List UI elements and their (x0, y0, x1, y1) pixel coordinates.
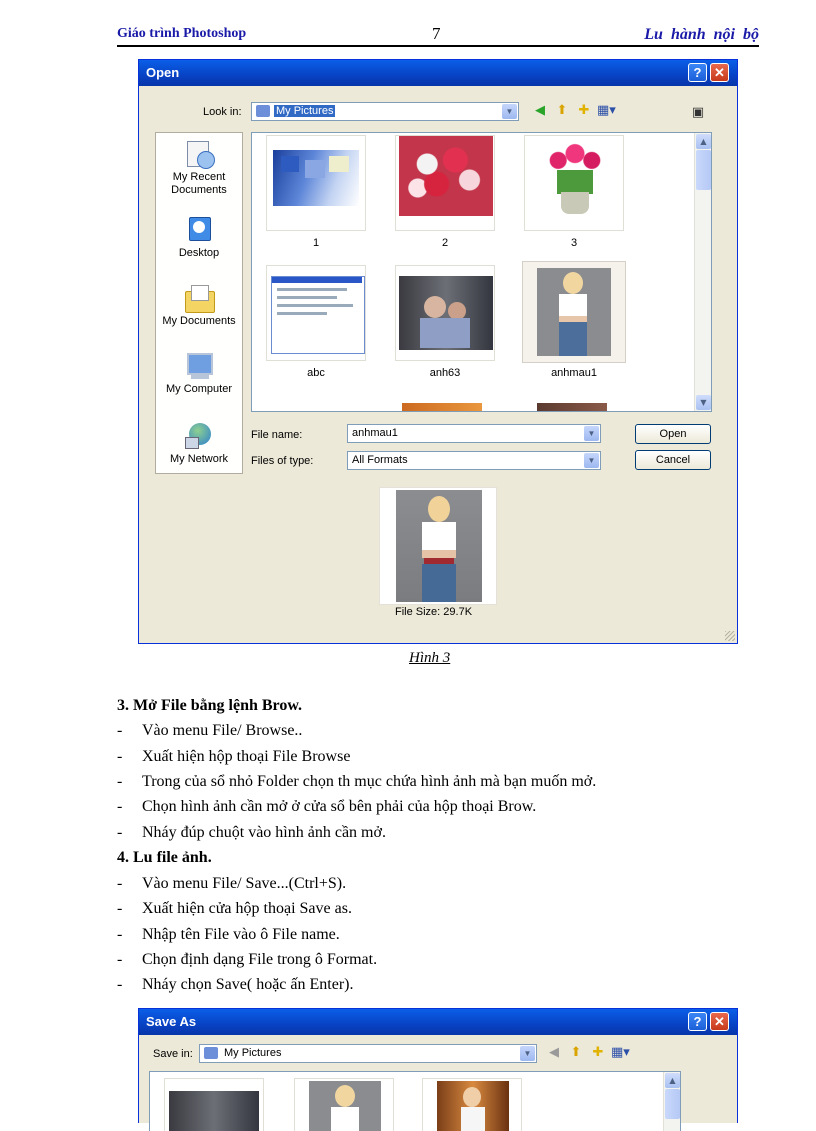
toolbar (531, 102, 641, 120)
my-network-icon (183, 421, 215, 451)
scroll-up-icon[interactable]: ▲ (665, 1073, 680, 1088)
save-file-list[interactable] (149, 1071, 681, 1131)
bullet-text: Vào menu File/ Browse.. (142, 722, 303, 739)
file-thumbnail[interactable] (422, 1078, 522, 1131)
bullet-text: Nháy đúp chuột vào hình ảnh cần mở. (142, 824, 386, 841)
toolbar (545, 1044, 645, 1062)
back-icon[interactable]: ◀ (535, 103, 545, 118)
bullet-text: Nhập tên File vào ô File name. (142, 926, 340, 943)
place-my-recent-documents[interactable] (156, 139, 242, 197)
new-folder-icon[interactable]: ✚ (592, 1045, 604, 1060)
page-number: 7 (432, 24, 441, 43)
look-in-value: My Pictures (276, 105, 334, 117)
new-folder-icon[interactable]: ✚ (578, 103, 590, 118)
place-my-network[interactable] (156, 421, 242, 465)
save-in-combo[interactable] (199, 1044, 537, 1063)
open-dialog (138, 59, 738, 644)
bullet-dash: - (117, 798, 123, 815)
views-menu-icon[interactable]: ▦▾ (611, 1045, 630, 1060)
place-my-computer[interactable] (156, 351, 242, 395)
bullet-text: Chọn định dạng File trong ô Format. (142, 951, 378, 968)
save-in-value: My Pictures (224, 1047, 282, 1059)
image-preview (379, 487, 497, 605)
scroll-thumb[interactable] (696, 150, 711, 190)
look-in-combo[interactable] (251, 102, 519, 121)
bullet-dash: - (117, 976, 123, 993)
section-3-item (117, 824, 386, 842)
section-3-item (117, 798, 536, 816)
views-menu-icon[interactable]: ▦▾ (597, 103, 616, 118)
header-divider (117, 45, 759, 47)
up-folder-icon[interactable]: ⬆ (570, 1045, 582, 1060)
file-name-label: File name: (251, 429, 303, 441)
figure-caption: Hình 3 (409, 650, 451, 666)
folder-icon (204, 1047, 218, 1059)
place-label: My Recent Documents (171, 171, 227, 196)
file-name-value: anhmau1 (352, 427, 398, 439)
place-label: My Computer (165, 383, 233, 395)
vertical-scrollbar[interactable] (694, 133, 711, 411)
section-4-item (117, 875, 346, 893)
file-list[interactable] (251, 132, 712, 412)
save-as-titlebar (139, 1009, 737, 1035)
chevron-down-icon[interactable]: ▼ (584, 453, 599, 468)
file-thumbnail-anh63[interactable] (395, 265, 495, 361)
file-thumbnail-abc[interactable] (266, 265, 366, 361)
bullet-text: Vào menu File/ Save...(Ctrl+S). (142, 875, 347, 892)
file-thumbnail-2[interactable] (395, 135, 495, 231)
open-dialog-titlebar (139, 60, 737, 86)
my-computer-icon (183, 351, 215, 381)
header-distribution-note: Lu hành nội bộ (644, 26, 759, 43)
bullet-dash: - (117, 951, 123, 968)
cancel-button[interactable] (635, 450, 711, 470)
section-4-item (117, 951, 377, 969)
up-folder-icon[interactable]: ⬆ (556, 103, 568, 118)
bullet-dash: - (117, 875, 123, 892)
open-button-label: Open (659, 428, 687, 440)
file-name-label: anhmau1 (551, 367, 597, 379)
file-name-label: anh63 (429, 367, 461, 379)
files-of-type-value: All Formats (352, 454, 408, 466)
file-thumbnail-3[interactable] (524, 135, 624, 231)
section-3-heading: 3. Mở File bằng lệnh Brow. (117, 697, 303, 714)
file-name-label: 3 (570, 237, 578, 249)
section-3-item (117, 722, 302, 740)
chevron-down-icon[interactable]: ▼ (584, 426, 599, 441)
bullet-dash: - (117, 722, 123, 739)
place-label: Desktop (178, 247, 220, 259)
bullet-text: Chọn hình ảnh cần mở ở cửa sổ bên phải của hộp thoại Brow. (142, 798, 537, 815)
section-3-item (117, 773, 596, 791)
file-name-label: abc (307, 367, 325, 379)
file-name-input[interactable] (347, 424, 601, 443)
bullet-text: Trong của sổ nhỏ Folder chọn th mục chứa hình ảnh mà bạn muốn mở. (142, 773, 597, 790)
look-in-label: Look in: (203, 106, 242, 118)
close-button[interactable]: ✕ (710, 63, 729, 82)
open-button[interactable] (635, 424, 711, 444)
section-4-item (117, 926, 340, 944)
resize-grip-icon[interactable] (725, 631, 735, 641)
bullet-dash: - (117, 773, 123, 790)
bullet-dash: - (117, 926, 123, 943)
save-in-label: Save in: (153, 1048, 193, 1060)
help-button[interactable]: ? (688, 1012, 707, 1031)
section-4-item (117, 900, 352, 918)
files-of-type-select[interactable] (347, 451, 601, 470)
desktop-icon (183, 215, 215, 245)
section-3-item (117, 748, 350, 766)
bullet-text: Xuất hiện hộp thoại File Browse (142, 748, 351, 765)
bullet-text: Xuất hiện cửa hộp thoại Save as. (142, 900, 352, 917)
tools-icon[interactable]: ▣ (691, 105, 705, 120)
file-size-text: File Size: 29.7K (395, 606, 473, 618)
scroll-up-icon[interactable]: ▲ (696, 134, 711, 149)
save-as-title: Save As (146, 1014, 197, 1029)
place-label: My Documents (162, 315, 236, 327)
open-dialog-title: Open (146, 65, 180, 80)
scroll-down-icon[interactable]: ▼ (696, 395, 711, 410)
section-4-heading: 4. Lu file ảnh. (117, 849, 212, 866)
section-4-item (117, 976, 353, 994)
chevron-down-icon[interactable]: ▼ (520, 1046, 535, 1061)
folder-icon (256, 105, 270, 117)
place-label: My Network (169, 453, 229, 465)
back-icon[interactable]: ◀ (549, 1045, 559, 1060)
close-button[interactable]: ✕ (710, 1012, 729, 1031)
save-as-dialog (138, 1008, 738, 1123)
bullet-dash: - (117, 824, 123, 841)
bullet-dash: - (117, 900, 123, 917)
bullet-text: Nháy chọn Save( hoặc ấn Enter). (142, 976, 354, 993)
file-name-label: 2 (441, 237, 449, 249)
place-desktop[interactable] (156, 215, 242, 259)
file-thumbnail-partial (537, 403, 607, 412)
bullet-dash: - (117, 748, 123, 765)
file-thumbnail[interactable] (294, 1078, 394, 1131)
file-thumbnail-anhmau1[interactable] (522, 261, 626, 363)
file-thumbnail-1[interactable] (266, 135, 366, 231)
file-thumbnail-partial (402, 403, 482, 412)
help-button[interactable]: ? (688, 63, 707, 82)
files-of-type-label: Files of type: (251, 455, 314, 467)
header-book-title: Giáo trình Photoshop (117, 26, 247, 41)
file-thumbnail[interactable] (164, 1078, 264, 1131)
cancel-button-label: Cancel (655, 454, 691, 466)
place-my-documents[interactable] (156, 283, 242, 327)
places-bar (155, 132, 243, 474)
chevron-down-icon[interactable]: ▼ (502, 104, 517, 119)
file-name-label: 1 (312, 237, 320, 249)
vertical-scrollbar[interactable] (663, 1072, 680, 1131)
recent-documents-icon (183, 139, 215, 169)
my-documents-icon (183, 283, 215, 313)
scroll-thumb[interactable] (665, 1089, 680, 1119)
